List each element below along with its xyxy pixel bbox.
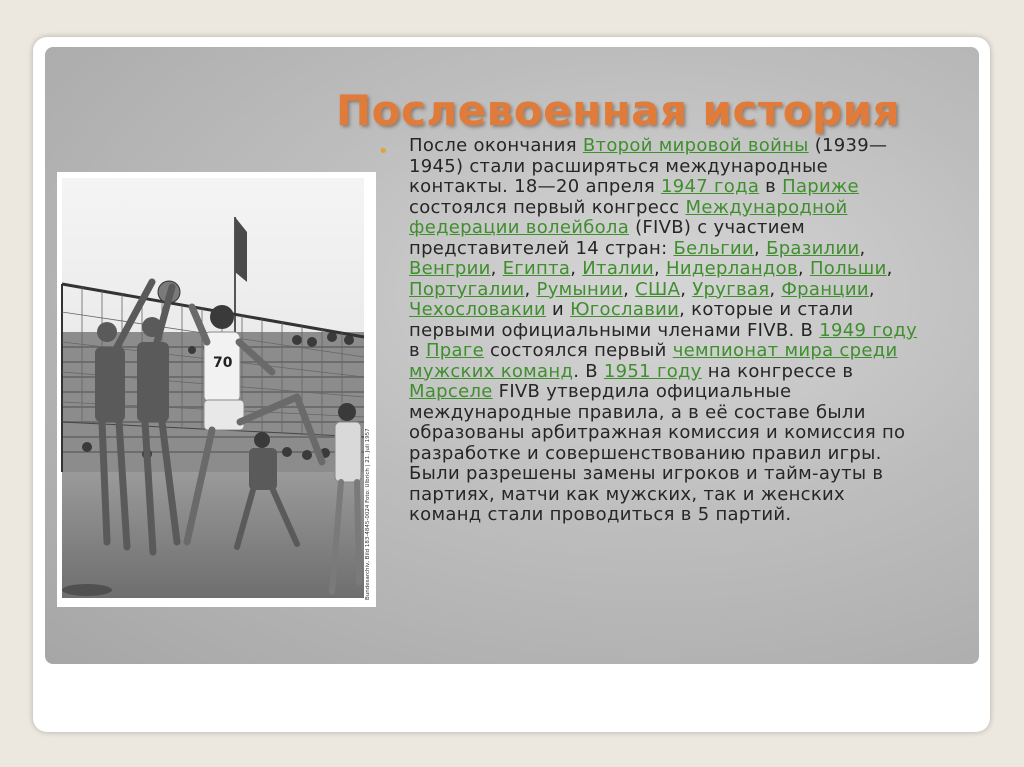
- text-link[interactable]: Бельгии: [673, 237, 755, 259]
- text-run: После окончания: [409, 135, 583, 156]
- text-run: состоялся первый конгресс: [409, 196, 686, 218]
- text-run: ,: [524, 278, 537, 300]
- text-link[interactable]: чемпионат мира среди мужских команд: [409, 340, 898, 382]
- text-link[interactable]: 1949 году: [819, 319, 918, 341]
- text-link[interactable]: Международной федерации волейбола: [409, 196, 848, 238]
- text-link[interactable]: Румынии: [536, 278, 624, 300]
- text-run: в: [409, 340, 426, 361]
- text-link[interactable]: Венгрии: [409, 258, 491, 279]
- text-run: , которые и стали первыми официальными членами FIVB. В: [409, 299, 854, 341]
- text-link[interactable]: Египта: [502, 258, 571, 279]
- text-run: ,: [797, 258, 810, 279]
- text-run: ,: [570, 258, 583, 279]
- volleyball-photo-image: [57, 172, 376, 607]
- text-link[interactable]: 1947 года: [660, 176, 760, 197]
- text-run: ,: [490, 258, 503, 279]
- text-link[interactable]: Югославии: [570, 299, 680, 320]
- text-link[interactable]: Париже: [782, 176, 859, 197]
- text-run: (FIVB) с участием представителей 14 стран:: [409, 217, 805, 259]
- text-run: на конгрессе в: [701, 360, 854, 382]
- text-run: ,: [754, 237, 767, 259]
- volleyball-photo: [57, 172, 376, 607]
- text-run: и: [546, 299, 571, 320]
- text-link[interactable]: Франции: [781, 278, 869, 300]
- text-run: ,: [769, 278, 782, 300]
- text-run: . В: [573, 360, 604, 382]
- text-link[interactable]: Праге: [425, 340, 484, 361]
- text-run: состоялся первый: [483, 340, 673, 361]
- text-run: ,: [680, 278, 693, 300]
- bullet-dot-icon: •: [378, 141, 389, 162]
- text-link[interactable]: Нидерландов: [666, 258, 798, 279]
- text-run: ,: [623, 278, 636, 300]
- text-link[interactable]: Бразилии: [766, 237, 860, 259]
- text-link[interactable]: Второй мировой войны: [582, 135, 809, 156]
- text-run: ,: [653, 258, 667, 279]
- text-link[interactable]: Польши: [809, 258, 887, 279]
- text-link[interactable]: США: [635, 278, 681, 300]
- text-run: FIVB утвердила официальные международные правила, а в её составе были образованы арбитражная комиссия и комиссия по разработке и совершенствованию правил игры. Были разрешены замены игроков и тайм-ауты в партиях, матчи как мужских, так и женских команд стали проводиться в 5 партий.: [409, 381, 906, 525]
- text-run: ,: [859, 237, 866, 259]
- text-link[interactable]: Уругвая: [692, 278, 770, 300]
- text-link[interactable]: Чехословакии: [409, 299, 547, 320]
- body-paragraph: [409, 136, 921, 526]
- text-run: ,: [886, 258, 893, 279]
- text-link[interactable]: Португалии: [409, 278, 525, 300]
- text-link[interactable]: Италии: [582, 258, 654, 279]
- text-run: ,: [868, 278, 875, 300]
- photo-caption: Bundesarchiv, Bild 183-4845-0024 Foto: Ulbrich | 21. Juli 1957: [365, 428, 371, 600]
- text-run: (1939—1945) стали расширяться международные контакты. 18—20 апреля: [409, 135, 888, 197]
- text-run: в: [759, 176, 783, 197]
- text-link[interactable]: 1951 году: [603, 360, 702, 382]
- text-link[interactable]: Марселе: [409, 381, 493, 402]
- svg-text:70: 70: [213, 355, 233, 371]
- slide-title: Послевоенная история: [336, 86, 901, 135]
